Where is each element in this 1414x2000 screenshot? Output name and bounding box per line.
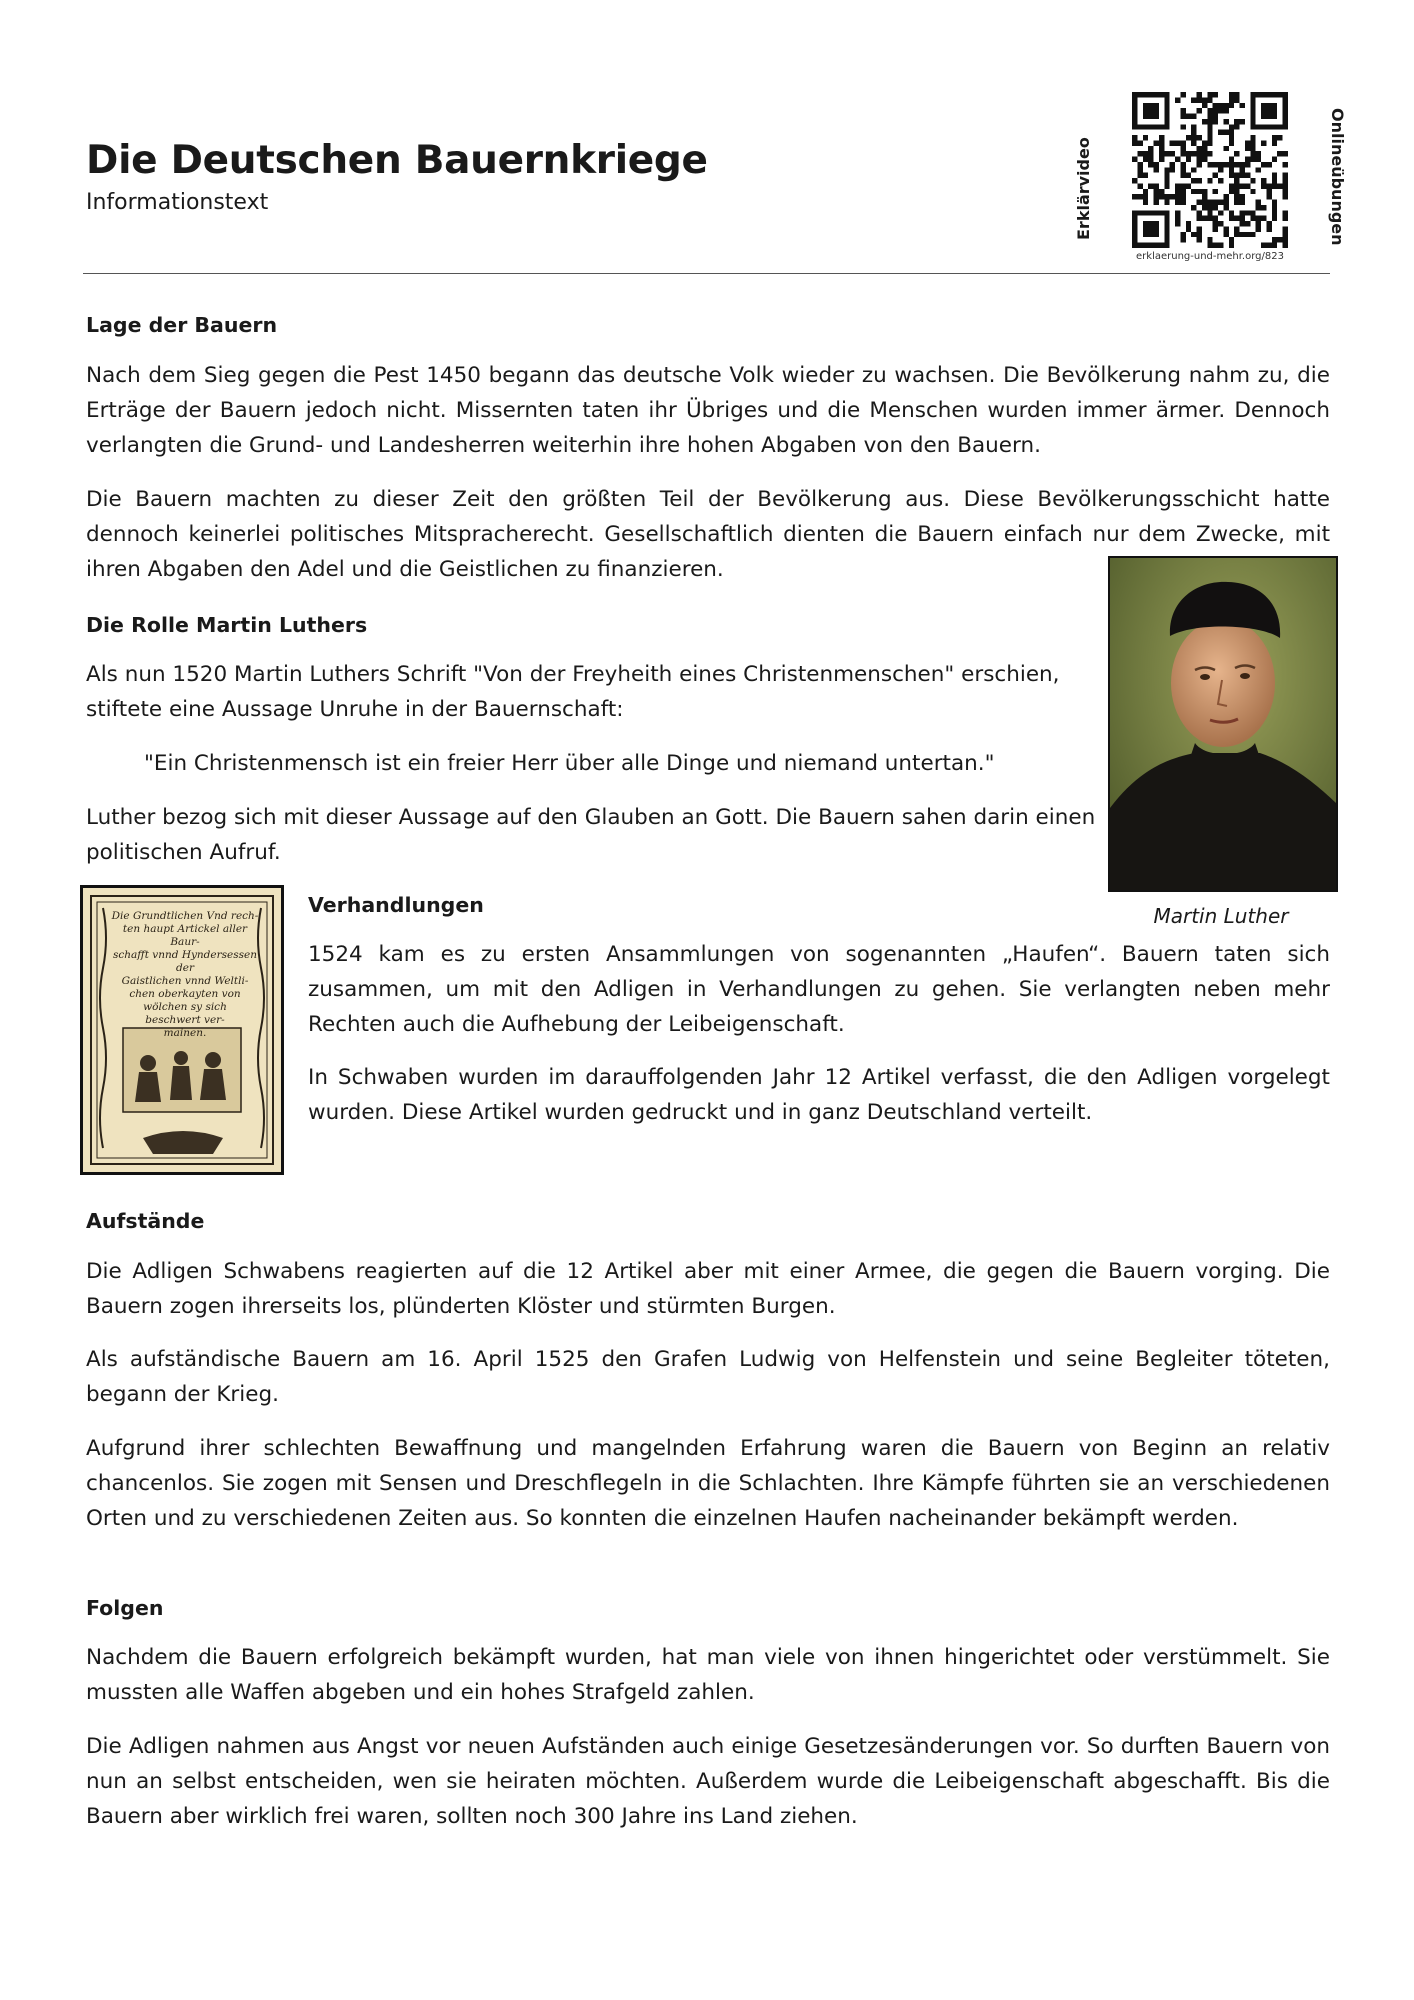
paragraph-folgen-1: Nachdem die Bauern erfolgreich bekämpft wurden, hat man viele von ihnen hingerichtet oder verstümmelt. Sie mussten alle Waffen abgeben und ein hohes Strafgeld zahlen. bbox=[86, 1645, 1330, 1705]
print-line: Gaistlichen vnnd Weltli- bbox=[121, 975, 249, 987]
heading-rolle-martin-luthers: Die Rolle Martin Luthers bbox=[86, 613, 368, 637]
paragraph-aufstaende-3: Aufgrund ihrer schlechten Bewaffnung und mangelnden Erfahrung waren die Bauern von Beginn an relativ chancenlos. Sie zogen mit Sensen und Dreschflegeln in die Schlachten. Ihre Kämpfe führten sie an verschiedenen Orten und zu verschiedenen Zeiten aus. So konnten die einzelnen Haufen nacheinander bekämpft werden. bbox=[86, 1436, 1330, 1531]
heading-verhandlungen: Verhandlungen bbox=[308, 893, 484, 917]
martin-luther-portrait bbox=[1108, 556, 1338, 892]
print-line: Die Grundtlichen Vnd rech- bbox=[111, 910, 259, 922]
qr-url: erklaerung-und-mehr.org/823 bbox=[1136, 251, 1284, 262]
paragraph-lage-1: Nach dem Sieg gegen die Pest 1450 begann das deutsche Volk wieder zu wachsen. Die Bevölkerung nahm zu, die Erträge der Bauern jedoch nicht. Missernten taten ihr Übriges und die Menschen wurden immer ärmer. Dennoch verlangten die Grund- und Landesherren weiterhin ihre hohen Abgaben von den Bauern. bbox=[86, 363, 1330, 458]
print-line: schafft vnnd Hyndersessen der bbox=[113, 949, 257, 974]
video-label: Erklärvideo bbox=[1074, 137, 1093, 240]
paragraph-verhandlungen-2: In Schwaben wurden im darauffolgenden Jahr 12 Artikel verfasst, die den Adligen vorgelegt wurden. Diese Artikel wurden gedruckt und in ganz Deutschland verteilt. bbox=[308, 1065, 1330, 1125]
luther-quote: "Ein Christenmensch ist ein freier Herr über alle Dinge und niemand untertan." bbox=[144, 751, 995, 776]
qr-code-icon[interactable] bbox=[1132, 92, 1288, 248]
print-line: ten haupt Artickel aller Baur- bbox=[122, 923, 248, 948]
heading-lage-der-bauern: Lage der Bauern bbox=[86, 313, 278, 337]
paragraph-verhandlungen-1: 1524 kam es zu ersten Ansammlungen von sogenannten „Haufen“. Bauern taten sich zusammen, um mit den Adligen in Verhandlungen zu gehen. Sie verlangten neben mehr Rechten auch die Aufhebung der Leibeigenschaft. bbox=[308, 942, 1330, 1037]
paragraph-luther-1: Als nun 1520 Martin Luthers Schrift "Von der Freyheith eines Christenmenschen" erschien, stiftete eine Aussage Unruhe in der Bauernschaft: bbox=[86, 662, 1060, 722]
print-line: mainen. bbox=[163, 1027, 207, 1039]
online-exercises-label: Onlineübungen bbox=[1328, 108, 1347, 246]
paragraph-folgen-2: Die Adligen nahmen aus Angst vor neuen Aufständen auch einige Gesetzesänderungen vor. So durften Bauern von nun an selbst entscheiden, wen sie heiraten möchten. Außerdem wurde die Leibeigenschaft abgeschafft. Bis die Bauern aber wirklich frei waren, sollten noch 300 Jahre ins Land ziehen. bbox=[86, 1734, 1330, 1829]
portrait-caption: Martin Luther bbox=[1153, 904, 1289, 928]
page-title: Die Deutschen Bauernkriege bbox=[86, 138, 708, 183]
heading-folgen: Folgen bbox=[86, 1596, 164, 1620]
print-line: beschwert ver- bbox=[145, 1014, 225, 1026]
print-line: chen oberkayten von bbox=[129, 988, 241, 1000]
page-subtitle: Informationstext bbox=[86, 190, 269, 215]
twelve-articles-print-image bbox=[80, 885, 284, 1175]
paragraph-aufstaende-1: Die Adligen Schwabens reagierten auf die 12 Artikel aber mit einer Armee, die gegen die Bauern vorging. Die Bauern zogen ihrerseits los, plünderten Klöster und stürmten Burgen. bbox=[86, 1259, 1330, 1319]
paragraph-aufstaende-2: Als aufständische Bauern am 16. April 1525 den Grafen Ludwig von Helfenstein und seine Begleiter töteten, begann der Krieg. bbox=[86, 1347, 1330, 1407]
heading-aufstaende: Aufstände bbox=[86, 1209, 205, 1233]
print-line: wölchen sy sich bbox=[143, 1001, 227, 1013]
header-divider bbox=[83, 273, 1330, 274]
paragraph-luther-2: Luther bezog sich mit dieser Aussage auf den Glauben an Gott. Die Bauern sahen darin einen politischen Aufruf. bbox=[86, 805, 1096, 865]
paragraph-lage-2: Die Bauern machten zu dieser Zeit den größten Teil der Bevölkerung aus. Diese Bevölkerungsschicht hatte dennoch keinerlei politisches Mitspracherecht. Gesellschaftlich dienten die Bauern einfach nur dem Zwecke, mit ihren Abgaben den Adel und die Geistlichen zu finanzieren. bbox=[86, 487, 1330, 582]
